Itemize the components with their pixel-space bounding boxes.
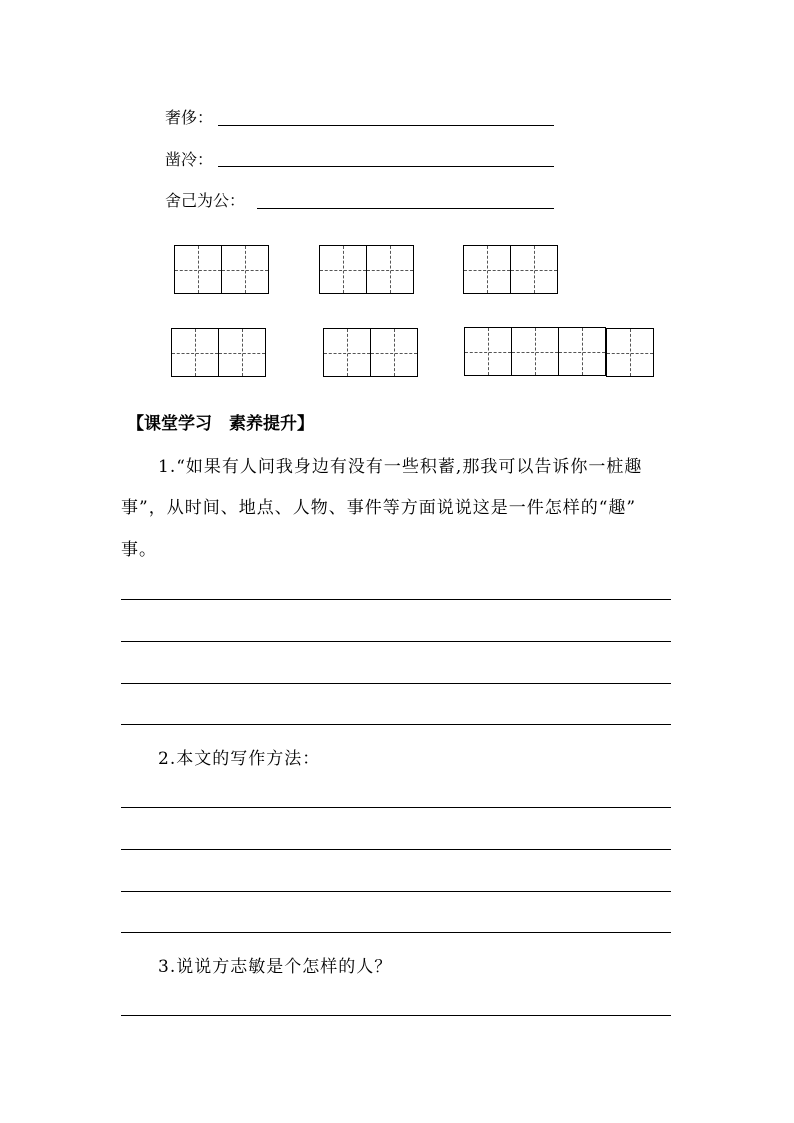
char-grid-cell[interactable]	[464, 327, 512, 376]
char-grid-cell[interactable]	[174, 245, 222, 294]
char-grid-group-6[interactable]	[464, 327, 654, 376]
question-1-line-3: 事。	[121, 540, 157, 560]
question-3-text: 3.说说方志敏是个怎样的人？	[158, 957, 393, 977]
vocab-label-1: 奢侈：	[165, 108, 214, 127]
char-grid-cell[interactable]	[366, 245, 414, 294]
char-grid-group-4[interactable]	[171, 328, 266, 377]
question-2-text: 2.本文的写作方法：	[158, 749, 321, 769]
char-grid-cell[interactable]	[218, 328, 266, 377]
vocab-answer-line-3[interactable]	[257, 208, 554, 209]
section-heading: 【课堂学习 素养提升】	[127, 414, 314, 434]
char-grid-cell[interactable]	[606, 328, 654, 377]
vocab-answer-line-1[interactable]	[218, 125, 554, 126]
question-1-line-1: 1.“如果有人问我身边有没有一些积蓄,那我可以告诉你一桩趣	[158, 457, 643, 477]
answer-line[interactable]	[121, 849, 671, 850]
answer-line[interactable]	[121, 1015, 671, 1016]
char-grid-group-5[interactable]	[323, 328, 418, 377]
char-grid-cell[interactable]	[171, 328, 219, 377]
answer-line[interactable]	[121, 599, 671, 600]
answer-line[interactable]	[121, 932, 671, 933]
answer-line[interactable]	[121, 641, 671, 642]
answer-line[interactable]	[121, 807, 671, 808]
vocab-label-2: 凿冷：	[165, 150, 214, 169]
vocab-answer-line-2[interactable]	[218, 166, 554, 167]
char-grid-cell[interactable]	[511, 327, 559, 376]
char-grid-cell[interactable]	[370, 328, 418, 377]
char-grid-cell[interactable]	[463, 245, 511, 294]
answer-line[interactable]	[121, 683, 671, 684]
vocab-label-3: 舍己为公：	[165, 191, 246, 210]
char-grid-cell[interactable]	[510, 245, 558, 294]
answer-line[interactable]	[121, 891, 671, 892]
char-grid-group-2[interactable]	[319, 245, 414, 294]
answer-line[interactable]	[121, 724, 671, 725]
char-grid-cell[interactable]	[323, 328, 371, 377]
char-grid-cell[interactable]	[558, 327, 606, 376]
question-1-line-2: 事”，从时间、地点、人物、事件等方面说说这是一件怎样的“趣”	[121, 498, 637, 518]
char-grid-cell[interactable]	[319, 245, 367, 294]
char-grid-cell[interactable]	[221, 245, 269, 294]
char-grid-group-1[interactable]	[174, 245, 269, 294]
char-grid-group-3[interactable]	[463, 245, 558, 294]
